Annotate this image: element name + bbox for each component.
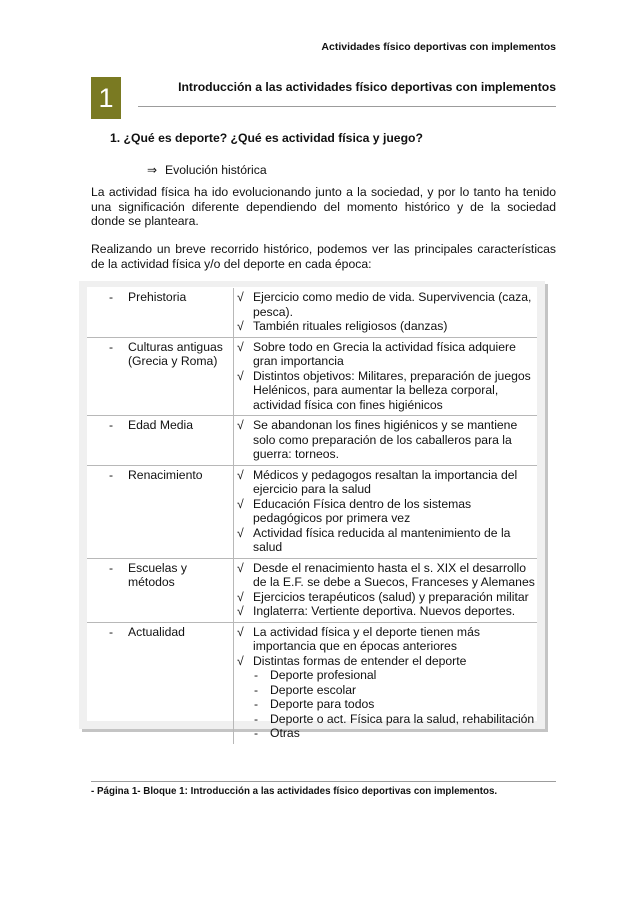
list-dash: - — [109, 467, 114, 482]
sub-list-item — [234, 697, 537, 712]
check-icon: √ — [237, 368, 244, 383]
sub-item-text: Deporte o act. Física para la salud, rehabilitación — [270, 711, 535, 726]
chapter-number-box — [91, 77, 121, 119]
epoch-label: Escuelas y métodos — [128, 560, 187, 589]
sub-item-text: Deporte escolar — [270, 682, 357, 697]
item-text: Sobre todo en Grecia la actividad física adquiere gran importancia — [253, 339, 516, 368]
item-text: Se abandonan los fines higiénicos y se mantiene solo como preparación de los caballeros para la guerra: torneos. — [253, 418, 518, 461]
table-row — [87, 337, 537, 416]
chapter-title-rule — [138, 106, 556, 107]
page-footer: - Página 1- Bloque 1: Introducción a las actividades físico deportivas con implementos. — [91, 786, 498, 797]
sub-item-text: Deporte para todos — [270, 697, 375, 711]
check-icon: √ — [237, 339, 244, 354]
list-item — [234, 604, 537, 619]
table-row — [87, 622, 537, 744]
list-item — [234, 340, 537, 369]
running-header: Actividades físico deportivas con implementos — [321, 41, 556, 53]
item-text: Inglaterra: Vertiente deportiva. Nuevos deportes. — [253, 604, 516, 618]
characteristics-cell — [234, 558, 538, 622]
list-dash: - — [109, 418, 114, 432]
list-dash: - — [254, 668, 259, 682]
check-icon: √ — [237, 653, 244, 668]
epoch-cell — [87, 337, 234, 416]
item-text: Distintas formas de entender el deporte — [253, 653, 467, 668]
paragraph-2: Realizando un breve recorrido histórico, podemos ver las principales características de la actividad física y/o del deporte en cada época: — [91, 242, 556, 271]
epoch-label: Culturas antiguas (Grecia y Roma) — [128, 339, 223, 368]
history-table — [87, 288, 537, 744]
list-dash: - — [109, 290, 114, 304]
list-item — [234, 561, 537, 590]
sub-item-text: Deporte profesional — [270, 668, 377, 682]
chapter-title: Introducción a las actividades físico deportivas con implementos — [178, 80, 556, 94]
characteristics-cell — [234, 288, 538, 337]
characteristics-cell — [234, 337, 538, 416]
list-item — [234, 369, 537, 413]
list-dash: - — [109, 560, 114, 575]
item-text: Médicos y pedagogos resaltan la importancia del ejercicio para la salud — [253, 467, 518, 496]
check-icon: √ — [237, 560, 244, 575]
double-arrow-icon: ⇒ — [147, 163, 158, 177]
list-item — [234, 290, 537, 319]
footer-rule — [91, 781, 556, 782]
list-dash: - — [254, 697, 259, 711]
characteristics-cell — [234, 622, 538, 744]
sub-list-item — [234, 683, 537, 698]
bullet-text: Evolución histórica — [165, 163, 267, 177]
paragraph-1: La actividad física ha ido evolucionando junto a la sociedad, y por lo tanto ha tenido una significación diferente dependiendo del momento histórico y de la sociedad donde se planteara. — [91, 185, 556, 228]
list-dash: - — [109, 624, 114, 639]
list-item — [234, 654, 537, 669]
check-icon: √ — [237, 290, 244, 304]
table-row — [87, 288, 537, 337]
sub-list-item — [234, 668, 537, 683]
list-dash: - — [109, 339, 114, 354]
list-item — [234, 418, 537, 462]
check-icon: √ — [237, 525, 244, 540]
table-row — [87, 558, 537, 622]
list-dash: - — [254, 682, 259, 697]
epoch-cell — [87, 622, 234, 744]
sub-item-text: Otras — [270, 726, 300, 740]
list-item — [234, 319, 537, 334]
list-item — [234, 526, 537, 555]
sub-list-item — [234, 712, 537, 727]
list-item — [234, 590, 537, 605]
section-heading: 1. ¿Qué es deporte? ¿Qué es actividad física y juego? — [110, 131, 423, 145]
item-text: Educación Física dentro de los sistemas pedagógicos por primera vez — [253, 496, 472, 525]
item-text: También rituales religiosos (danzas) — [253, 319, 448, 333]
check-icon: √ — [237, 319, 244, 333]
epoch-cell — [87, 288, 234, 337]
list-item — [234, 625, 537, 654]
check-icon: √ — [237, 604, 244, 618]
characteristics-cell — [234, 465, 538, 558]
epoch-label: Renacimiento — [128, 467, 203, 482]
epoch-label: Prehistoria — [128, 290, 187, 304]
item-text: Ejercicio como medio de vida. Supervivencia (caza, pesca). — [253, 290, 532, 319]
item-text: Actividad física reducida al mantenimiento de la salud — [253, 525, 511, 554]
epoch-cell — [87, 465, 234, 558]
table-row — [87, 416, 537, 466]
table-row — [87, 465, 537, 558]
epoch-label: Actualidad — [128, 624, 185, 639]
item-text: La actividad física y el deporte tienen más importancia que en épocas anteriores — [253, 624, 480, 653]
item-text: Distintos objetivos: Militares, preparación de juegos Helénicos, para aumentar la belleza corporal, actividad física con fines higiénicos — [253, 368, 531, 412]
list-dash: - — [254, 726, 259, 740]
list-item — [234, 468, 537, 497]
characteristics-cell — [234, 416, 538, 466]
bullet-evolucion — [147, 163, 267, 177]
check-icon: √ — [237, 624, 244, 639]
list-item — [234, 497, 537, 526]
chapter-number: 1 — [98, 83, 114, 113]
epoch-cell — [87, 558, 234, 622]
item-text: Ejercicios terapéuticos (salud) y preparación militar — [253, 589, 529, 604]
check-icon: √ — [237, 589, 244, 604]
epoch-label: Edad Media — [128, 418, 194, 432]
item-text: Desde el renacimiento hasta el s. XIX el desarrollo de la E.F. se debe a Suecos, Franceses y Alemanes — [253, 560, 535, 589]
check-icon: √ — [237, 418, 244, 432]
epoch-cell — [87, 416, 234, 466]
check-icon: √ — [237, 496, 244, 511]
check-icon: √ — [237, 467, 244, 482]
list-dash: - — [254, 711, 259, 726]
sub-list-item — [234, 726, 537, 741]
